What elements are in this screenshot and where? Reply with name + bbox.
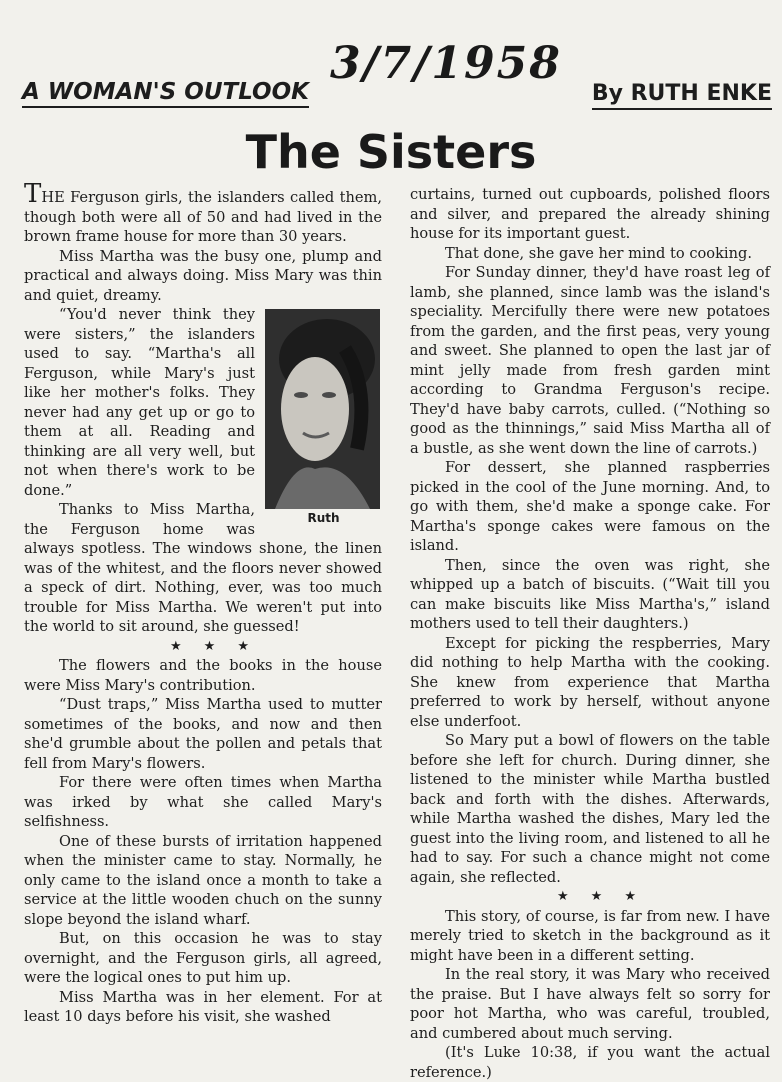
paragraph: One of these bursts of irritation happened when the minister came to stay. Normally, he only came to the island once a month to take a service at the little wooden chuch on the sunny slope beyond the island wharf. [24, 832, 382, 928]
column-title: A WOMAN'S OUTLOOK [22, 78, 309, 108]
paragraph: For there were often times when Martha was irked by what she called Mary's selfishness. [24, 774, 382, 830]
paragraph: This story, of course, is far from new. I have merely tried to sketch in the background as it might have been in a different setting. [410, 907, 770, 964]
paragraph: In the real story, it was Mary who received the praise. But I have always felt so sorry for poor hot Martha, who was careful, troubled, and cumbered about much serving. [410, 966, 770, 1042]
paragraph-text: HE Ferguson girls, the islanders called them, though both were all of 50 and had lived in the brown frame house for more than 30 years. [24, 189, 382, 245]
paragraph: That done, she gave her mind to cooking. [445, 244, 752, 262]
paragraph [24, 179, 382, 247]
paragraph: Except for picking the respberries, Mary did nothing to help Martha with the cooking. She knew from experience that Martha preferred to work by herself, without anyone else underfoot. [410, 634, 770, 730]
author-portrait-image [265, 309, 380, 509]
paragraph: Miss Martha was in her element. For at least 10 days before his visit, she washed [24, 988, 382, 1025]
byline: By RUTH ENKE [592, 80, 772, 110]
headline: The Sisters [245, 125, 537, 179]
handwritten-date: 3/7/1958 [330, 38, 562, 89]
paragraph: (It's Luke 10:38, if you want the actual reference.) [410, 1044, 770, 1081]
paragraph: “Dust traps,” Miss Martha used to mutter sometimes of the books, and now and then she'd grumble about the pollen and petals that fell from Mary's flowers. [24, 696, 382, 772]
drop-cap: T [24, 179, 42, 209]
photo-caption: Ruth [307, 511, 340, 525]
paragraph: Miss Martha was the busy one, plump and practical and always doing. Miss Mary was thin and quiet, dreamy. [24, 247, 382, 304]
paragraph: Then, since the oven was right, she whipped up a batch of biscuits. (“Wait till you can make biscuits like Miss Martha's,” island mothers used to tell their daughters.) [410, 556, 770, 632]
paragraph: So Mary put a bowl of flowers on the table before she left for church. During dinner, she listened to the minister while Martha bustled back and forth with the dishes. Afterwards, while Martha washed the dishes, Mary led the guest into the living room, and listened to all he had to say. For such a chance might not come again, she reflected. [410, 732, 770, 886]
section-separator: ★★★ [170, 638, 271, 654]
article-column-left [24, 179, 382, 1027]
article-column-right [410, 185, 770, 1082]
paragraph: For Sunday dinner, they'd have roast leg of lamb, she planned, since lamb was the island's speciality. Mercifully there were new potatoes from the garden, and the first peas, very young and sweet. She planned to open the last jar of mint jelly made from fresh garden mint according to Grandma Ferguson's recipe. They'd have baby carrots, culled. (“Nothing so good as the thinnings,” said Miss Martha all of a bustle, as she went down the line of carrots.) [410, 264, 770, 457]
paragraph: “You'd never think they were sisters,” the islanders used to say. “Martha's all Ferguson, while Mary's just like her mother's folks. They never had any get up or go to them at all. Reading and thinking are all very well, but not when there's work to be done.” [24, 306, 255, 499]
paragraph: But, on this occasion he was to stay overnight, and the Ferguson girls, all agreed, were the logical ones to put him up. [24, 930, 382, 986]
author-photo [265, 309, 382, 527]
paragraph: Thanks to Miss Martha, the Ferguson home was always spotless. The windows shone, the linen was of the whitest, and the floors never showed a speck of dirt. Nothing, ever, was too much trouble for Miss Martha. We weren't put into the world to sit around, she guessed! [24, 501, 382, 635]
paragraph: For dessert, she planned raspberries picked in the cool of the June morning. And, to go with them, she'd make a sponge cake. For Martha's sponge cakes were famous on the island. [410, 459, 770, 554]
paragraph: curtains, turned out cupboards, polished floors and silver, and prepared the already shining house for its important guest. [410, 186, 770, 242]
paragraph: The flowers and the books in the house were Miss Mary's contribution. [24, 657, 382, 694]
section-separator: ★★★ [557, 889, 658, 904]
